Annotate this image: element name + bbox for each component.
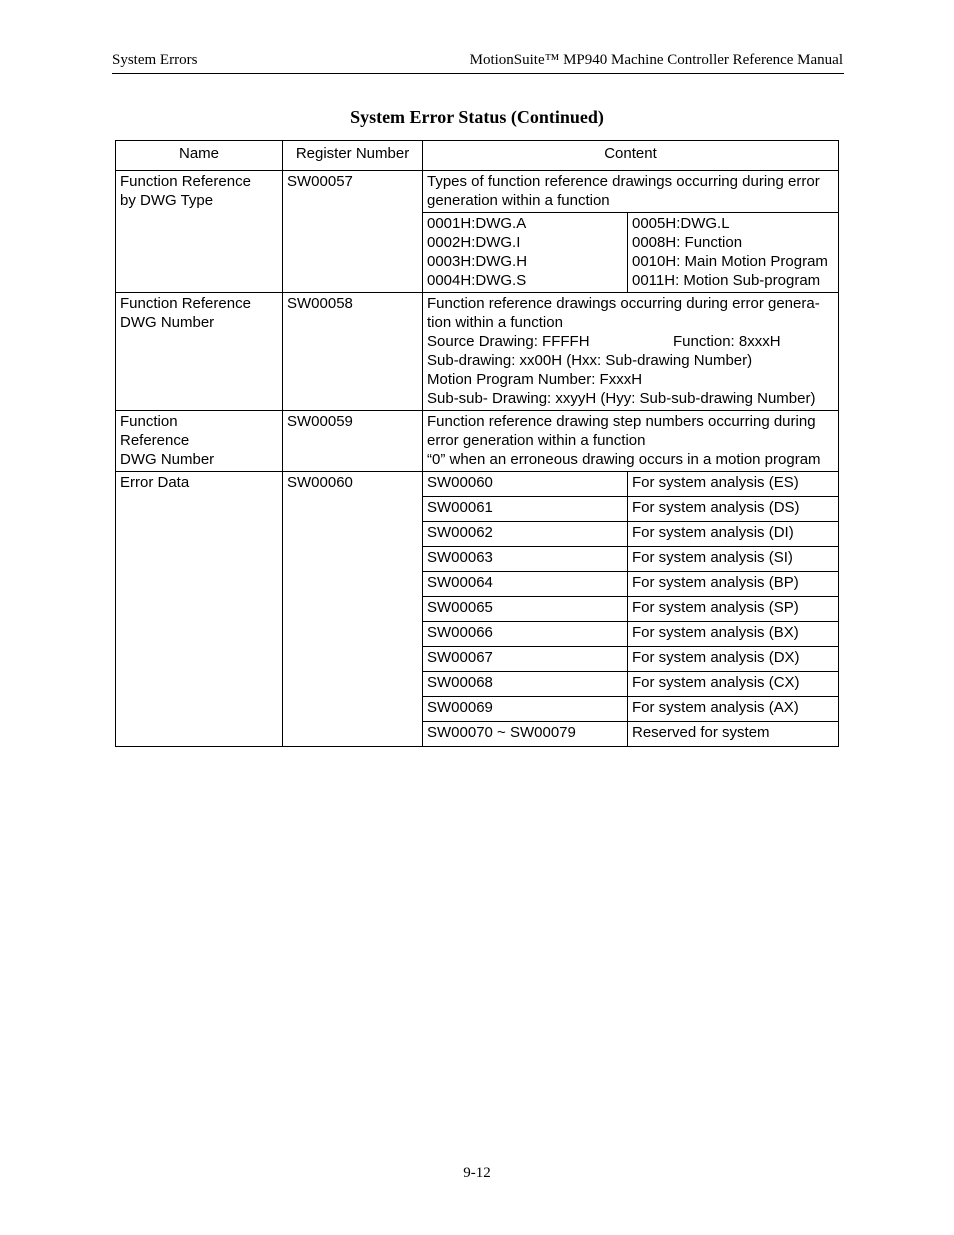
error-data-row [423,647,838,672]
error-data-row [423,472,838,497]
dwg-code: 0011H: Motion Sub-program [632,272,821,289]
error-data-description: For system analysis (ES) [628,472,839,497]
error-data-row [423,697,838,722]
content-cell [423,171,839,293]
error-data-register: SW00065 [423,597,628,622]
error-data-row [423,547,838,572]
running-header-section: System Errors [112,52,198,68]
error-data-row [423,572,838,597]
content-line: error generation within a function [427,432,646,449]
error-data-register: SW00063 [423,547,628,572]
error-data-row [423,597,838,622]
name-line: Function Reference [120,173,251,190]
error-data-row [423,722,838,747]
dwg-code: 0002H:DWG.I [427,234,521,251]
content-line: tion within a function [427,314,563,331]
error-data-row [423,672,838,697]
content-line [427,332,834,351]
error-data-register: SW00068 [423,672,628,697]
error-data-register: SW00067 [423,647,628,672]
name-line: DWG Number [120,314,215,331]
content-cell [423,293,839,411]
error-data-description: For system analysis (CX) [628,672,839,697]
error-data-description: Reserved for system [628,722,839,747]
content-description [423,171,838,213]
name-cell [116,411,283,472]
register-cell: SW00060 [283,472,423,747]
name-line: Function [120,413,178,430]
column-header-register-number: Register Number [283,141,423,171]
error-data-register: SW00069 [423,697,628,722]
content-line: generation within a function [427,192,610,209]
error-data-register: SW00064 [423,572,628,597]
table-row [116,293,839,411]
error-data-description: For system analysis (SI) [628,547,839,572]
dwg-code: 0005H:DWG.L [632,215,730,232]
function-code-text: Function: 8xxxH [673,333,781,350]
error-data-description: For system analysis (BX) [628,622,839,647]
table-header-row [116,141,839,171]
table-row [116,171,839,293]
name-line: by DWG Type [120,192,214,209]
dwg-code-list-left [423,213,628,293]
content-line: Sub-sub- Drawing: xxyyH (Hyy: Sub-sub-drawing Number) [427,390,816,407]
column-header-content: Content [423,141,839,171]
error-data-row [423,497,838,522]
dwg-code: 0008H: Function [632,234,743,251]
table-title: System Error Status (Continued) [350,107,604,127]
error-data-description: For system analysis (BP) [628,572,839,597]
column-header-name: Name [116,141,283,171]
error-data-row [423,622,838,647]
error-data-description: For system analysis (DS) [628,497,839,522]
error-data-subtable [423,472,838,746]
error-data-row [423,522,838,547]
name-cell [116,171,283,293]
page-number: 9-12 [463,1165,491,1181]
error-data-description: For system analysis (AX) [628,697,839,722]
error-data-description: For system analysis (DI) [628,522,839,547]
dwg-type-subtable [423,171,838,292]
header-rule [112,73,844,74]
dwg-code: 0010H: Main Motion Program [632,253,828,270]
register-cell: SW00058 [283,293,423,411]
content-line: Sub-drawing: xx00H (Hxx: Sub-drawing Number) [427,352,753,369]
error-data-register: SW00070 ~ SW00079 [423,722,628,747]
content-line: Function reference drawing step numbers occurring during [427,413,816,430]
content-line: Function reference drawings occurring during error genera- [427,295,820,312]
content-line: “0” when an erroneous drawing occurs in a motion program [427,451,821,468]
content-cell [423,472,839,747]
error-data-register: SW00062 [423,522,628,547]
error-data-register: SW00060 [423,472,628,497]
name-cell [116,293,283,411]
content-cell [423,411,839,472]
name-line: Function Reference [120,295,251,312]
error-data-description: For system analysis (SP) [628,597,839,622]
register-cell: SW00059 [283,411,423,472]
dwg-code-list-right [628,213,839,293]
error-data-register: SW00061 [423,497,628,522]
dwg-code: 0003H:DWG.H [427,253,528,270]
name-line: DWG Number [120,451,215,468]
dwg-code: 0001H:DWG.A [427,215,527,232]
system-error-status-table [115,140,839,747]
content-line: Motion Program Number: FxxxH [427,371,643,388]
source-drawing-text: Source Drawing: FFFFH [427,333,590,350]
table-row [116,472,839,747]
name-line: Reference [120,432,190,449]
name-cell: Error Data [116,472,283,747]
error-data-description: For system analysis (DX) [628,647,839,672]
content-line: Types of function reference drawings occurring during error [427,173,820,190]
running-header-manual-title: MotionSuite™ MP940 Machine Controller Reference Manual [469,52,843,68]
table-row [116,411,839,472]
dwg-code: 0004H:DWG.S [427,272,527,289]
register-cell: SW00057 [283,171,423,293]
error-data-register: SW00066 [423,622,628,647]
